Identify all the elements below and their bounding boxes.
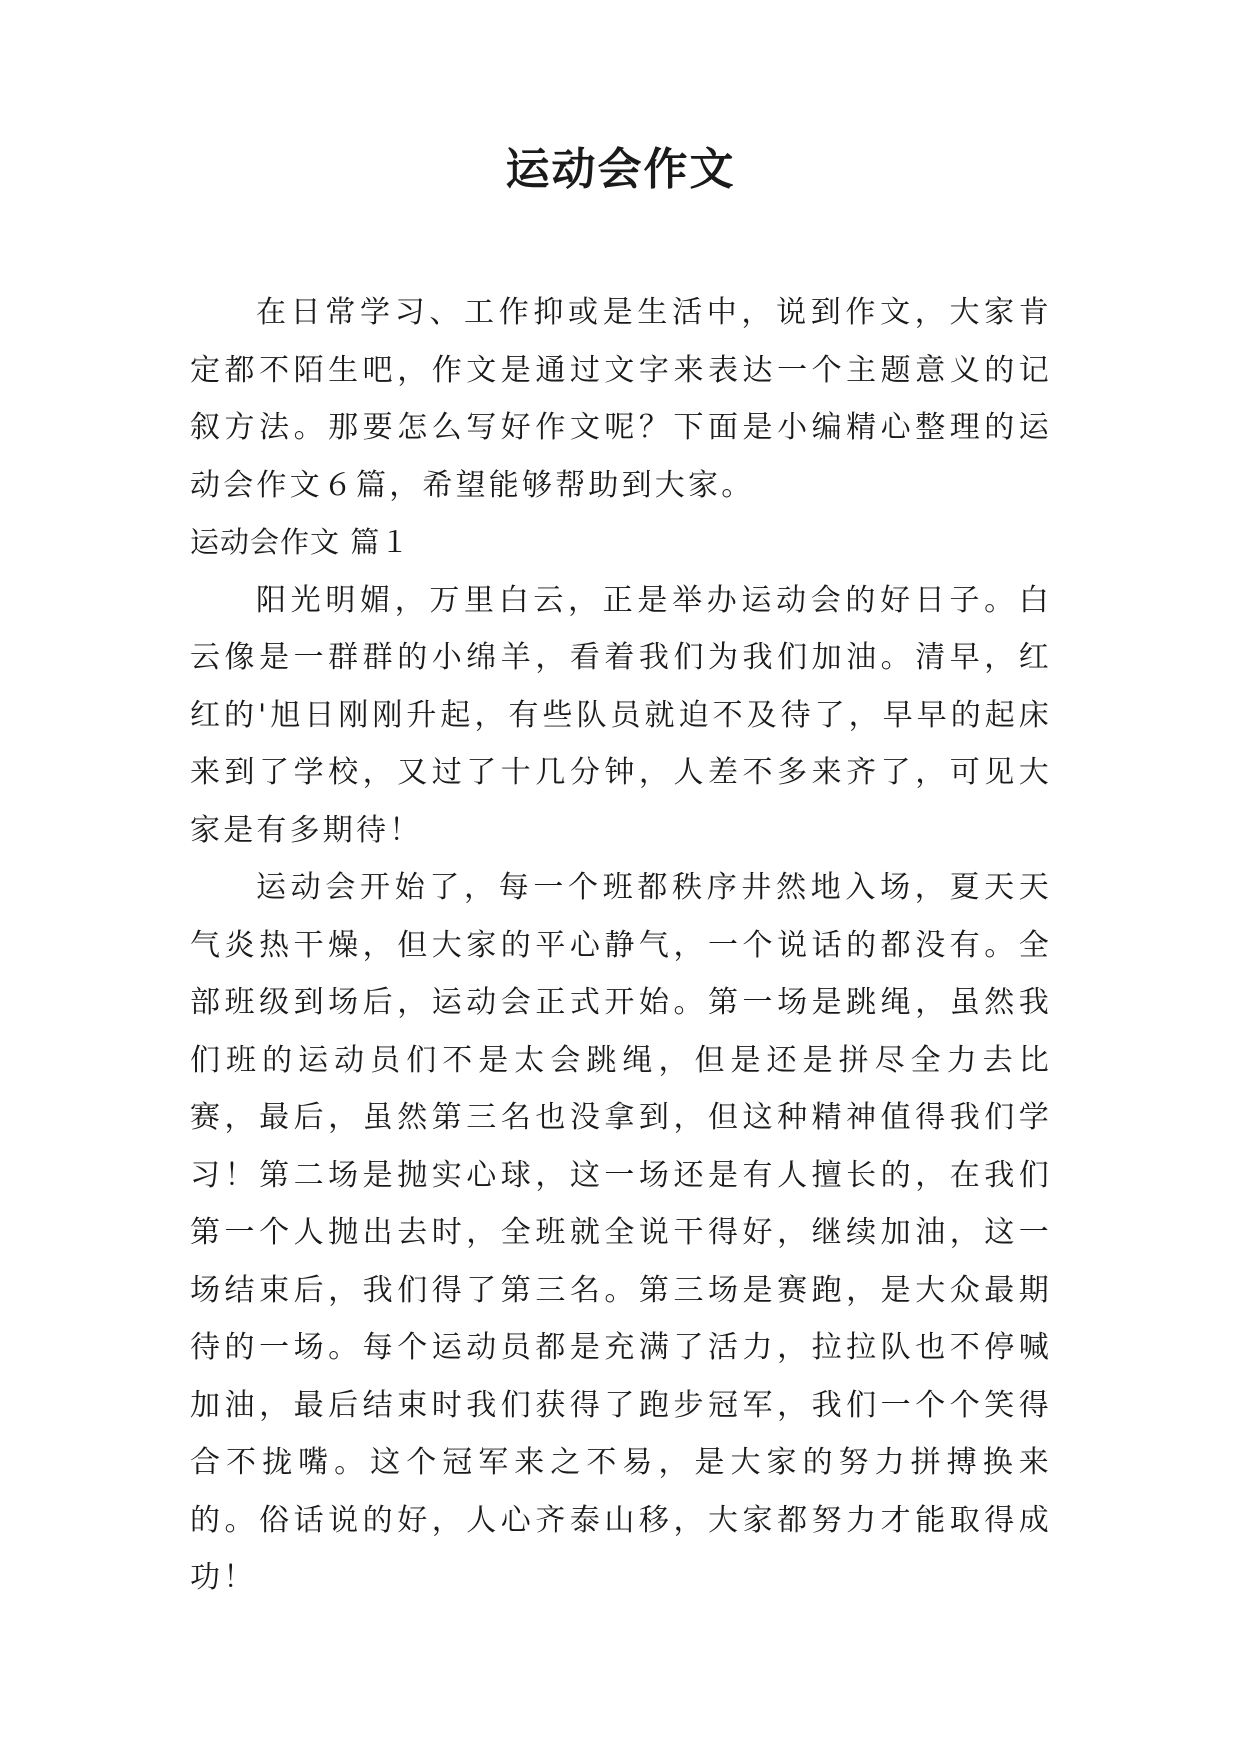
document-body — [190, 284, 1052, 1607]
section-paragraph: 阳光明媚，万里白云，正是举办运动会的好日子。白云像是一群群的小绵羊，看着我们为我们加油。清早，红红的'旭日刚刚升起，有些队员就迫不及待了，早早的起床来到了学校，又过了十几分钟，人差不多来齐了，可见大家是有多期待！ — [190, 582, 1052, 848]
section-paragraph: 运动会开始了，每一个班都秩序井然地入场，夏天天气炎热干燥，但大家的平心静气，一个说话的都没有。全部班级到场后，运动会正式开始。第一场是跳绳，虽然我们班的运动员们不是太会跳绳，但是还是拼尽全力去比赛，最后，虽然第三名也没拿到，但这种精神值得我们学习！第二场是抛实心球，这一场还是有人擅长的，在我们第一个人抛出去时，全班就全说干得好，继续加油，这一场结束后，我们得了第三名。第三场是赛跑，是大众最期待的一场。每个运动员都是充满了活力，拉拉队也不停喊加油，最后结束时我们获得了跑步冠军，我们一个个笑得合不拢嘴。这个冠军来之不易，是大家的努力拼搏换来的。俗话说的好，人心齐泰山移，大家都努力才能取得成功！ — [190, 870, 1052, 1595]
intro-paragraph: 在日常学习、工作抑或是生活中，说到作文，大家肯定都不陌生吧，作文是通过文字来表达一个主题意义的记叙方法。那要怎么写好作文呢？下面是小编精心整理的运动会作文６篇，希望能够帮助到大家。 — [190, 295, 1052, 503]
document-title: 运动会作文 — [505, 144, 736, 195]
section-heading: 运动会作文 篇１ — [190, 525, 411, 559]
